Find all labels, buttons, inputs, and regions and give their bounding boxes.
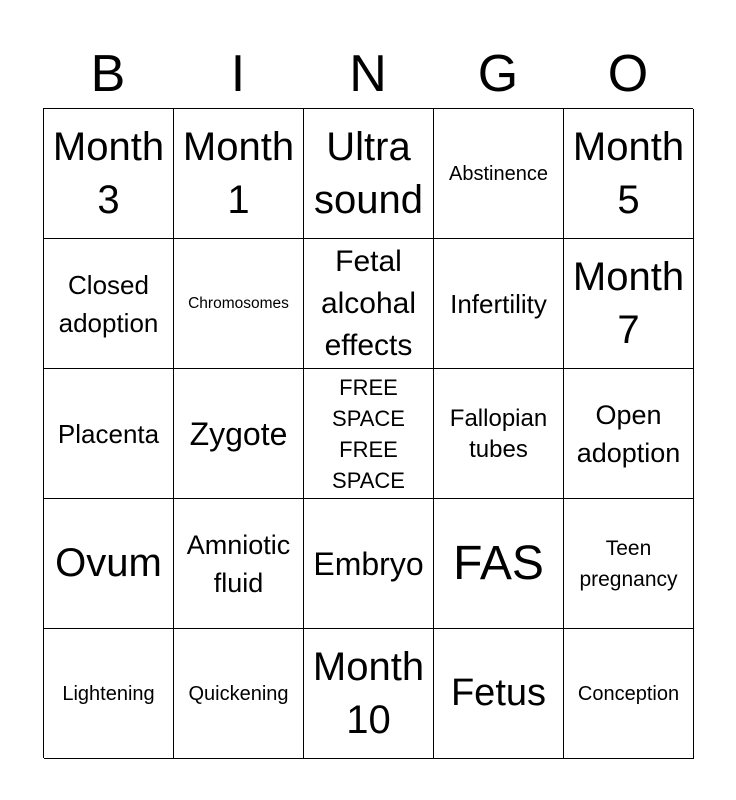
bingo-cell-b4[interactable]	[44, 499, 174, 629]
bingo-cell-o2[interactable]	[564, 239, 694, 369]
cell-label: Month 3	[52, 124, 165, 222]
bingo-cell-b2[interactable]	[44, 239, 174, 369]
cell-label: Zygote	[189, 415, 288, 452]
cell-label: Ultra sound	[314, 124, 423, 222]
cell-label: Teen pregnancy	[579, 536, 678, 591]
bingo-cell-i1[interactable]	[174, 109, 304, 239]
bingo-cell-g5[interactable]	[434, 629, 564, 759]
cell-label: Open adoption	[576, 399, 681, 468]
cell-label: Abstinence	[449, 162, 548, 185]
bingo-cell-o3[interactable]	[564, 369, 694, 499]
bingo-cell-g2[interactable]	[434, 239, 564, 369]
cell-label: Embryo	[313, 545, 424, 582]
cell-label: Fallopian tubes	[449, 404, 548, 463]
header-letter-b: B	[90, 45, 126, 103]
cell-label: Month 7	[572, 254, 685, 352]
bingo-cell-b3[interactable]	[44, 369, 174, 499]
header-letter-o: O	[607, 45, 649, 103]
cell-label: Infertility	[450, 288, 547, 319]
bingo-cell-g3[interactable]	[434, 369, 564, 499]
cell-label: Amniotic fluid	[186, 529, 291, 598]
free-space-label: FREE SPACE FREE SPACE	[332, 374, 405, 493]
bingo-cell-i3[interactable]	[174, 369, 304, 499]
bingo-cell-g4[interactable]	[434, 499, 564, 629]
cell-label: Placenta	[57, 418, 160, 449]
cell-label: Month 1	[182, 124, 295, 222]
header-letter-g: G	[477, 45, 519, 103]
bingo-cell-n4[interactable]	[304, 499, 434, 629]
bingo-cell-i5[interactable]	[174, 629, 304, 759]
header-letter-i: I	[230, 45, 246, 103]
bingo-cell-g1[interactable]	[434, 109, 564, 239]
cell-label: Fetus	[450, 672, 547, 714]
bingo-cell-o1[interactable]	[564, 109, 694, 239]
bingo-cell-b1[interactable]	[44, 109, 174, 239]
cell-label: Ovum	[55, 541, 162, 585]
bingo-cell-i2[interactable]	[174, 239, 304, 369]
bingo-cell-b5[interactable]	[44, 629, 174, 759]
bingo-cell-n1[interactable]	[304, 109, 434, 239]
bingo-cell-o4[interactable]	[564, 499, 694, 629]
cell-label: FAS	[453, 536, 544, 590]
bingo-cell-n2[interactable]	[304, 239, 434, 369]
cell-label: Lightening	[62, 682, 155, 705]
cell-label: Month 5	[572, 124, 685, 222]
header-letter-n: N	[349, 45, 387, 103]
bingo-cell-n3-free[interactable]	[304, 369, 434, 499]
bingo-header	[43, 40, 693, 108]
bingo-cell-o5[interactable]	[564, 629, 694, 759]
bingo-cell-i4[interactable]	[174, 499, 304, 629]
bingo-cell-n5[interactable]	[304, 629, 434, 759]
bingo-board	[43, 108, 693, 758]
cell-label: Conception	[577, 682, 680, 705]
cell-label: Quickening	[188, 682, 289, 705]
cell-label: Month 10	[312, 644, 425, 742]
cell-label: Closed adoption	[58, 269, 159, 338]
cell-label: Chromosomes	[188, 294, 289, 312]
cell-label: Fetal alcohal effects	[320, 244, 417, 362]
